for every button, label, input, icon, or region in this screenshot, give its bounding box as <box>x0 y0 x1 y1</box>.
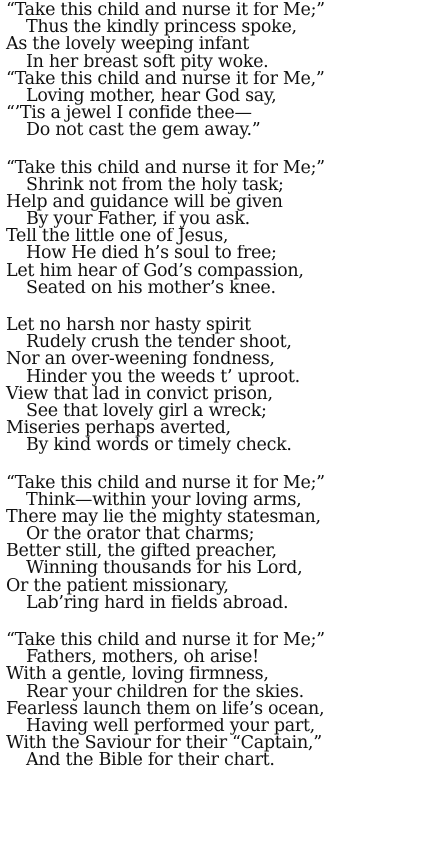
poem-line: “Take this child and nurse it for Me;” <box>6 474 325 492</box>
stanza-5 <box>0 632 421 770</box>
poem-line: With a gentle, loving firmness, <box>6 666 269 684</box>
poem-line: “Take this child and nurse it for Me;” <box>6 159 325 177</box>
poem-line: Or the orator that charms; <box>26 526 255 544</box>
poem-line: Rudely crush the tender shoot, <box>26 334 292 352</box>
poem-line: There may lie the mighty statesman, <box>6 508 321 527</box>
poem-line: See that lovely girl a wreck; <box>26 402 267 421</box>
poem-line: Let him hear of God’s compassion, <box>6 262 304 280</box>
poem-line: Let no harsh nor hasty spirit <box>6 317 251 335</box>
poem-line: Fearless launch them on life’s ocean, <box>6 700 325 718</box>
poem-line: With the Saviour for their “Captain,” <box>6 735 322 753</box>
poem-line: Help and guidance will be given <box>6 193 283 212</box>
poem-line: Winning thousands for his Lord, <box>26 560 303 578</box>
poem-line: Thus the kindly princess spoke, <box>26 19 297 37</box>
poem-line: “Take this child and nurse it for Me;” <box>6 2 325 20</box>
poem-line: Do not cast the gem away.” <box>26 122 261 140</box>
poem-line: Loving mother, hear God say, <box>26 87 277 106</box>
poem-line: By kind words or timely check. <box>26 437 292 455</box>
poem-line: Think—within your loving arms, <box>26 491 302 509</box>
poem-line: Or the patient missionary, <box>6 577 229 595</box>
poem-line: Better still, the gifted preacher, <box>6 543 277 561</box>
poem-line: And the Bible for their chart. <box>26 752 275 770</box>
poem-line: Shrink not from the holy task; <box>26 176 284 194</box>
poem-line: Fathers, mothers, oh arise! <box>26 649 259 667</box>
poem-line: In her breast soft pity woke. <box>26 53 269 71</box>
poem-line: “Take this child and nurse it for Me,” <box>6 70 325 88</box>
poem-line: Tell the little one of Jesus, <box>6 228 229 246</box>
poem-line: Hinder you the weeds t’ uproot. <box>26 368 300 386</box>
poem-line: Having well performed your part, <box>26 717 315 736</box>
stanza-4 <box>0 475 421 613</box>
poem-line: Seated on his mother’s knee. <box>26 279 276 297</box>
poem <box>0 2 421 790</box>
stanza-2 <box>0 160 421 298</box>
poem-line: Nor an over-weening fondness, <box>6 351 275 369</box>
stanza-1 <box>0 2 421 140</box>
poem-line: “’Tis a jewel I confide thee— <box>6 105 252 123</box>
poem-line: Rear your children for the skies. <box>26 683 304 701</box>
poem-line: View that lad in convict prison, <box>6 385 273 403</box>
stanza-3 <box>0 317 421 455</box>
poem-line: As the lovely weeping infant <box>6 36 250 54</box>
poem-line: Lab’ring hard in fields abroad. <box>26 594 289 612</box>
poem-line: How He died h’s soul to free; <box>26 245 277 263</box>
poem-line: “Take this child and nurse it for Me;” <box>6 632 325 650</box>
poem-line: Miseries perhaps averted, <box>6 420 231 438</box>
poem-line: By your Father, if you ask. <box>26 211 250 229</box>
